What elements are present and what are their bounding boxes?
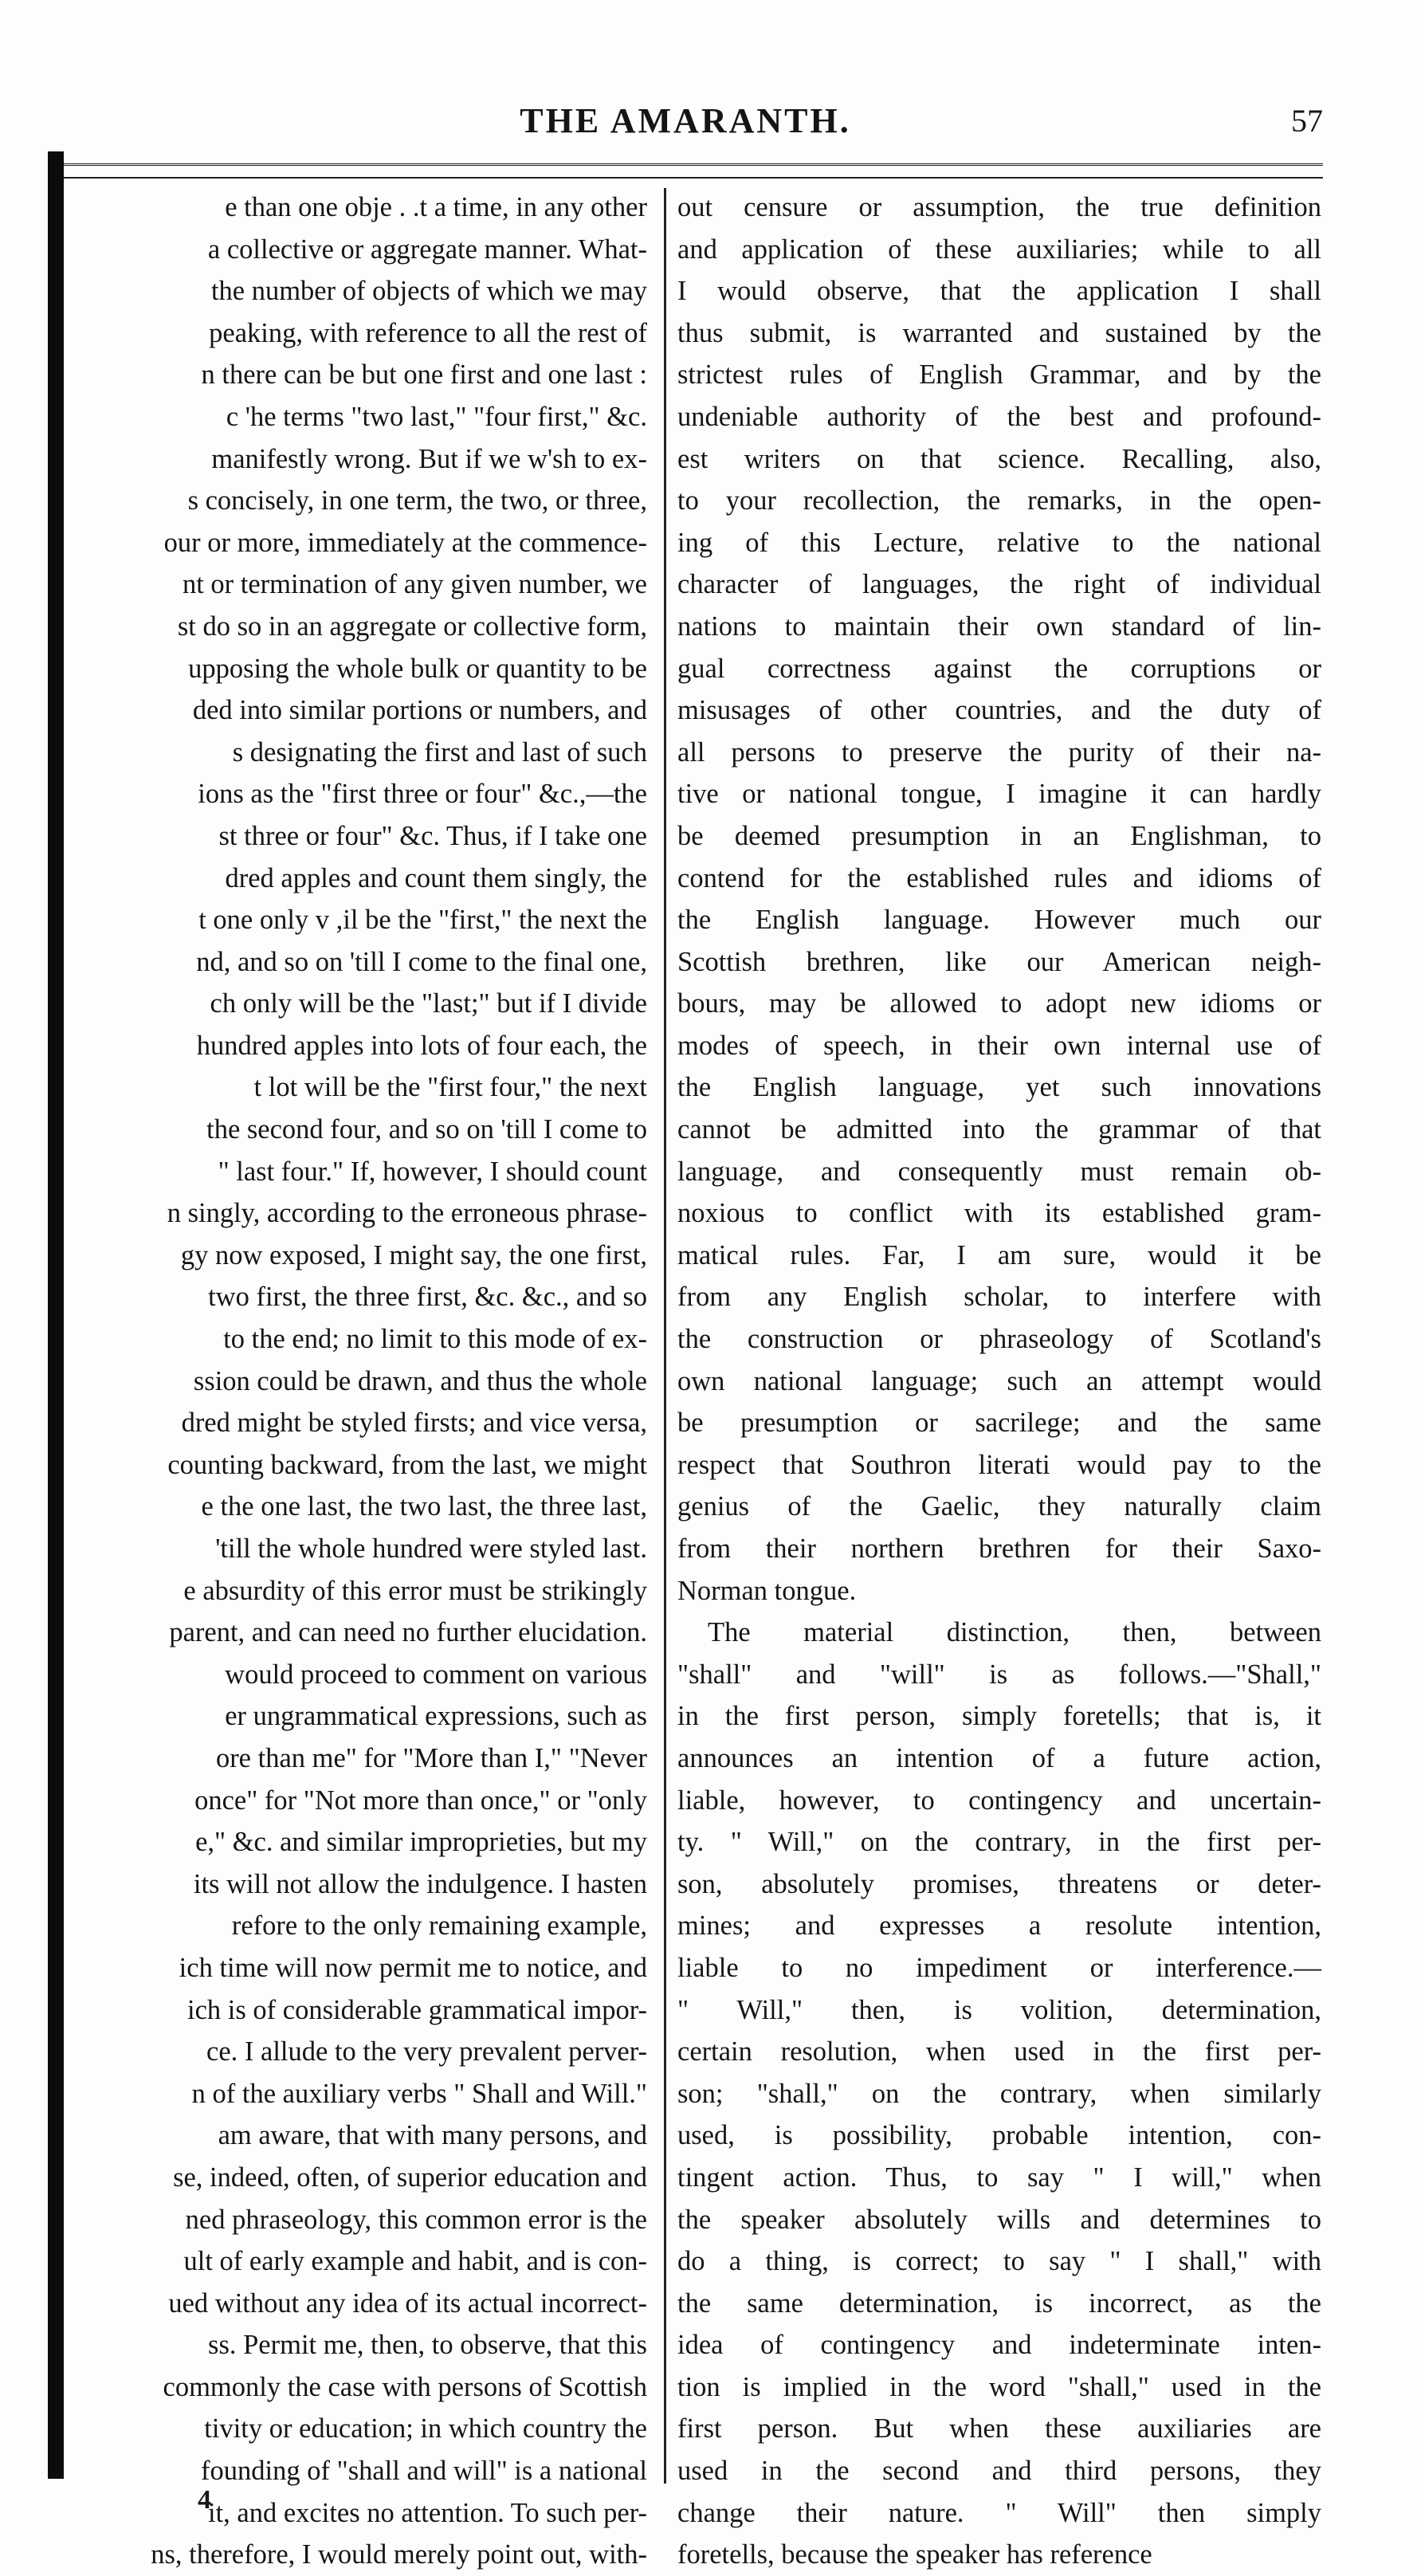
text-line: noxious to conflict with its established gram- (677, 1198, 1321, 1229)
column-divider (664, 188, 666, 2484)
text-line: be deemed presumption in an Englishman, to (677, 820, 1321, 851)
text-line: idea of contingency and indeterminate inten- (677, 2330, 1321, 2361)
text-line: bours, may be allowed to adopt new idioms or (677, 988, 1321, 1019)
text-line: ns, therefore, I would merely point out, with- (151, 2539, 647, 2570)
text-line: n there can be but one first and one last : (201, 359, 647, 391)
text-line: tingent action. Thus, to say " I will," when (677, 2162, 1321, 2193)
text-line: t lot will be the "first four," the next (253, 1072, 647, 1103)
text-line: once" for "Not more than once," or "only (194, 1785, 647, 1816)
text-line: hundred apples into lots of four each, the (196, 1030, 647, 1061)
text-line: ich is of considerable grammatical impor- (187, 1994, 647, 2025)
text-line: mines; and expresses a resolute intention, (677, 1910, 1321, 1942)
text-line: our or more, immediately at the commence- (163, 527, 647, 558)
text-line: ce. I allude to the very prevalent perver- (206, 2036, 647, 2067)
text-line: nt or termination of any given number, we (182, 569, 647, 600)
page-header (48, 94, 1323, 158)
text-line: cannot be admitted into the grammar of that (677, 1114, 1321, 1145)
text-line: s concisely, in one term, the two, or three, (187, 485, 647, 516)
text-line: "shall" and "will" is as follows.—"Shall," (677, 1659, 1321, 1690)
text-line: liable to no impediment or interference.— (677, 1952, 1321, 1983)
text-line: to your recollection, the remarks, in the open- (677, 485, 1321, 516)
text-line: Norman tongue. (677, 1575, 857, 1606)
scan-edge-shadow (48, 151, 64, 2479)
text-line: dred apples and count them singly, the (225, 862, 647, 893)
text-line: would proceed to comment on various (225, 1659, 647, 1690)
text-line: ore than me" for "More than I," "Never (215, 1742, 647, 1773)
text-line: " last four." If, however, I should count (218, 1156, 647, 1187)
text-line: from their northern brethren for their Saxo- (677, 1533, 1321, 1564)
text-line: nations to maintain their own standard of lin- (677, 611, 1321, 642)
text-line: st three or four" &c. Thus, if I take one (218, 820, 647, 851)
text-line: it, and excites no attention. To such per- (208, 2497, 647, 2528)
text-line: ss. Permit me, then, to observe, that this (208, 2330, 647, 2361)
text-line: language, and consequently must remain ob- (677, 1156, 1321, 1187)
text-line: the same determination, is incorrect, as the (677, 2287, 1321, 2319)
text-line: modes of speech, in their own internal use of (677, 1030, 1321, 1061)
text-line: refore to the only remaining example, (231, 1910, 647, 1942)
text-line: st do so in an aggregate or collective form, (177, 611, 647, 642)
text-line: and application of these auxiliaries; while to all (677, 234, 1321, 265)
text-line: e absurdity of this error must be strikingly (183, 1575, 647, 1606)
text-line: peaking, with reference to all the rest of (209, 317, 647, 348)
text-line: gual correctness against the corruptions or (677, 653, 1321, 684)
text-line: do a thing, is correct; to say " I shall," with (677, 2246, 1321, 2277)
text-line: misusages of other countries, and the duty of (677, 695, 1321, 726)
text-line: est writers on that science. Recalling, also, (677, 443, 1321, 474)
text-line: a collective or aggregate manner. What- (207, 234, 647, 265)
text-line: ssion could be drawn, and thus the whole (193, 1365, 647, 1396)
text-line: be presumption or sacrilege; and the same (677, 1408, 1321, 1439)
text-line: matical rules. Far, I am sure, would it be (677, 1239, 1321, 1270)
text-line: parent, and can need no further elucidation. (169, 1617, 647, 1648)
text-line: ned phraseology, this common error is the (185, 2204, 647, 2235)
text-line: ions as the "first three or four" &c.,—the (198, 779, 647, 810)
text-line: t one only v ,il be the "first," the next the (198, 905, 647, 936)
text-line: the construction or phraseology of Scotland's (677, 1324, 1321, 1355)
text-line: ty. " Will," on the contrary, in the first per- (677, 1827, 1321, 1858)
text-line: used, is possibility, probable intention, con- (677, 2120, 1321, 2151)
text-line: n singly, according to the erroneous phrase- (167, 1198, 647, 1229)
text-line: son, absolutely promises, threatens or deter- (677, 1868, 1321, 1899)
text-line: respect that Southron literati would pay to the (677, 1449, 1321, 1480)
text-line: undeniable authority of the best and profound- (677, 401, 1321, 432)
text-line: commonly the case with persons of Scottish (163, 2371, 647, 2402)
text-line: e than one obje . .t a time, in any other (225, 192, 647, 222)
text-line: ich time will now permit me to notice, and (179, 1952, 647, 1983)
text-line: founding of "shall and will" is a national (201, 2456, 647, 2487)
text-line: all persons to preserve the purity of their na- (677, 736, 1321, 768)
text-line: se, indeed, often, of superior education and (173, 2162, 647, 2193)
text-line: used in the second and third persons, they (677, 2456, 1321, 2487)
text-line: ult of early example and habit, and is con- (183, 2246, 647, 2277)
text-line: ch only will be the "last;" but if I divide (210, 988, 647, 1019)
text-line: son; "shall," on the contrary, when similarly (677, 2078, 1321, 2109)
text-line: from any English scholar, to interfere with (677, 1282, 1321, 1313)
text-line: liable, however, to contingency and uncertain- (677, 1785, 1321, 1816)
text-line: I would observe, that the application I shall (677, 276, 1321, 307)
left-column (73, 187, 647, 2570)
text-line: gy now exposed, I might say, the one first, (180, 1239, 647, 1270)
text-line: its will not allow the indulgence. I hasten (193, 1868, 647, 1899)
text-line: first person. But when these auxiliaries are (677, 2413, 1321, 2444)
text-line: n of the auxiliary verbs " Shall and Will." (191, 2078, 647, 2109)
text-line: ued without any idea of its actual incorrect- (168, 2287, 647, 2319)
text-line: " Will," then, is volition, determination, (677, 1994, 1321, 2025)
text-line: e," &c. and similar improprieties, but my (195, 1827, 647, 1858)
text-line: s designating the first and last of such (232, 736, 647, 768)
text-line: tive or national tongue, I imagine it can hardly (677, 779, 1321, 810)
text-line: certain resolution, when used in the first per- (677, 2036, 1321, 2067)
text-line: strictest rules of English Grammar, and by the (677, 359, 1321, 391)
text-line: thus submit, is warranted and sustained by the (677, 317, 1321, 348)
text-line: c 'he terms "two last," "four first," &c. (226, 401, 647, 432)
text-line: change their nature. " Will" then simply (677, 2497, 1321, 2528)
text-line: dred might be styled firsts; and vice versa, (181, 1408, 647, 1439)
text-line: nd, and so on 'till I come to the final one, (196, 946, 647, 977)
text-line: the second four, and so on 'till I come to (206, 1114, 647, 1145)
text-line: contend for the established rules and idioms of (677, 862, 1321, 893)
text-line: the English language, yet such innovations (677, 1072, 1321, 1103)
text-line: Scottish brethren, like our American neigh- (677, 946, 1321, 977)
page-number: 57 (1291, 103, 1323, 139)
header-rule (48, 163, 1323, 179)
text-line: ing of this Lecture, relative to the national (677, 527, 1321, 558)
text-line: own national language; such an attempt would (677, 1365, 1321, 1396)
text-line: er ungrammatical expressions, such as (225, 1701, 647, 1732)
text-line: e the one last, the two last, the three last, (201, 1491, 647, 1522)
text-line: manifestly wrong. But if we w'sh to ex- (211, 443, 647, 474)
text-line: in the first person, simply foretells; that is, it (677, 1701, 1321, 1732)
text-line: the speaker absolutely wills and determines to (677, 2204, 1321, 2235)
text-line: the English language. However much our (677, 905, 1321, 936)
running-title: THE AMARANTH. (520, 101, 851, 140)
text-line: out censure or assumption, the true definition (677, 192, 1321, 222)
text-line: to the end; no limit to this mode of ex- (223, 1324, 647, 1355)
text-line: announces an intention of a future action, (677, 1742, 1321, 1773)
text-line: counting backward, from the last, we might (167, 1449, 647, 1480)
text-line: am aware, that with many persons, and (218, 2120, 647, 2151)
text-line: upposing the whole bulk or quantity to be (188, 653, 647, 684)
text-line: tion is implied in the word "shall," used in the (677, 2371, 1321, 2402)
text-line: the number of objects of which we may (210, 276, 647, 307)
text-line: genius of the Gaelic, they naturally claim (677, 1491, 1321, 1522)
footer-mark: 4 (198, 2485, 211, 2515)
text-line: The material distinction, then, between (708, 1617, 1321, 1648)
text-line: character of languages, the right of individual (677, 569, 1321, 600)
text-line: ded into similar portions or numbers, and (192, 695, 647, 726)
text-line: foretells, because the speaker has reference (677, 2539, 1152, 2570)
right-column (677, 187, 1321, 2570)
text-line: tivity or education; in which country the (204, 2413, 647, 2444)
text-line: two first, the three first, &c. &c., and so (208, 1282, 647, 1313)
text-line: 'till the whole hundred were styled last. (215, 1533, 647, 1564)
